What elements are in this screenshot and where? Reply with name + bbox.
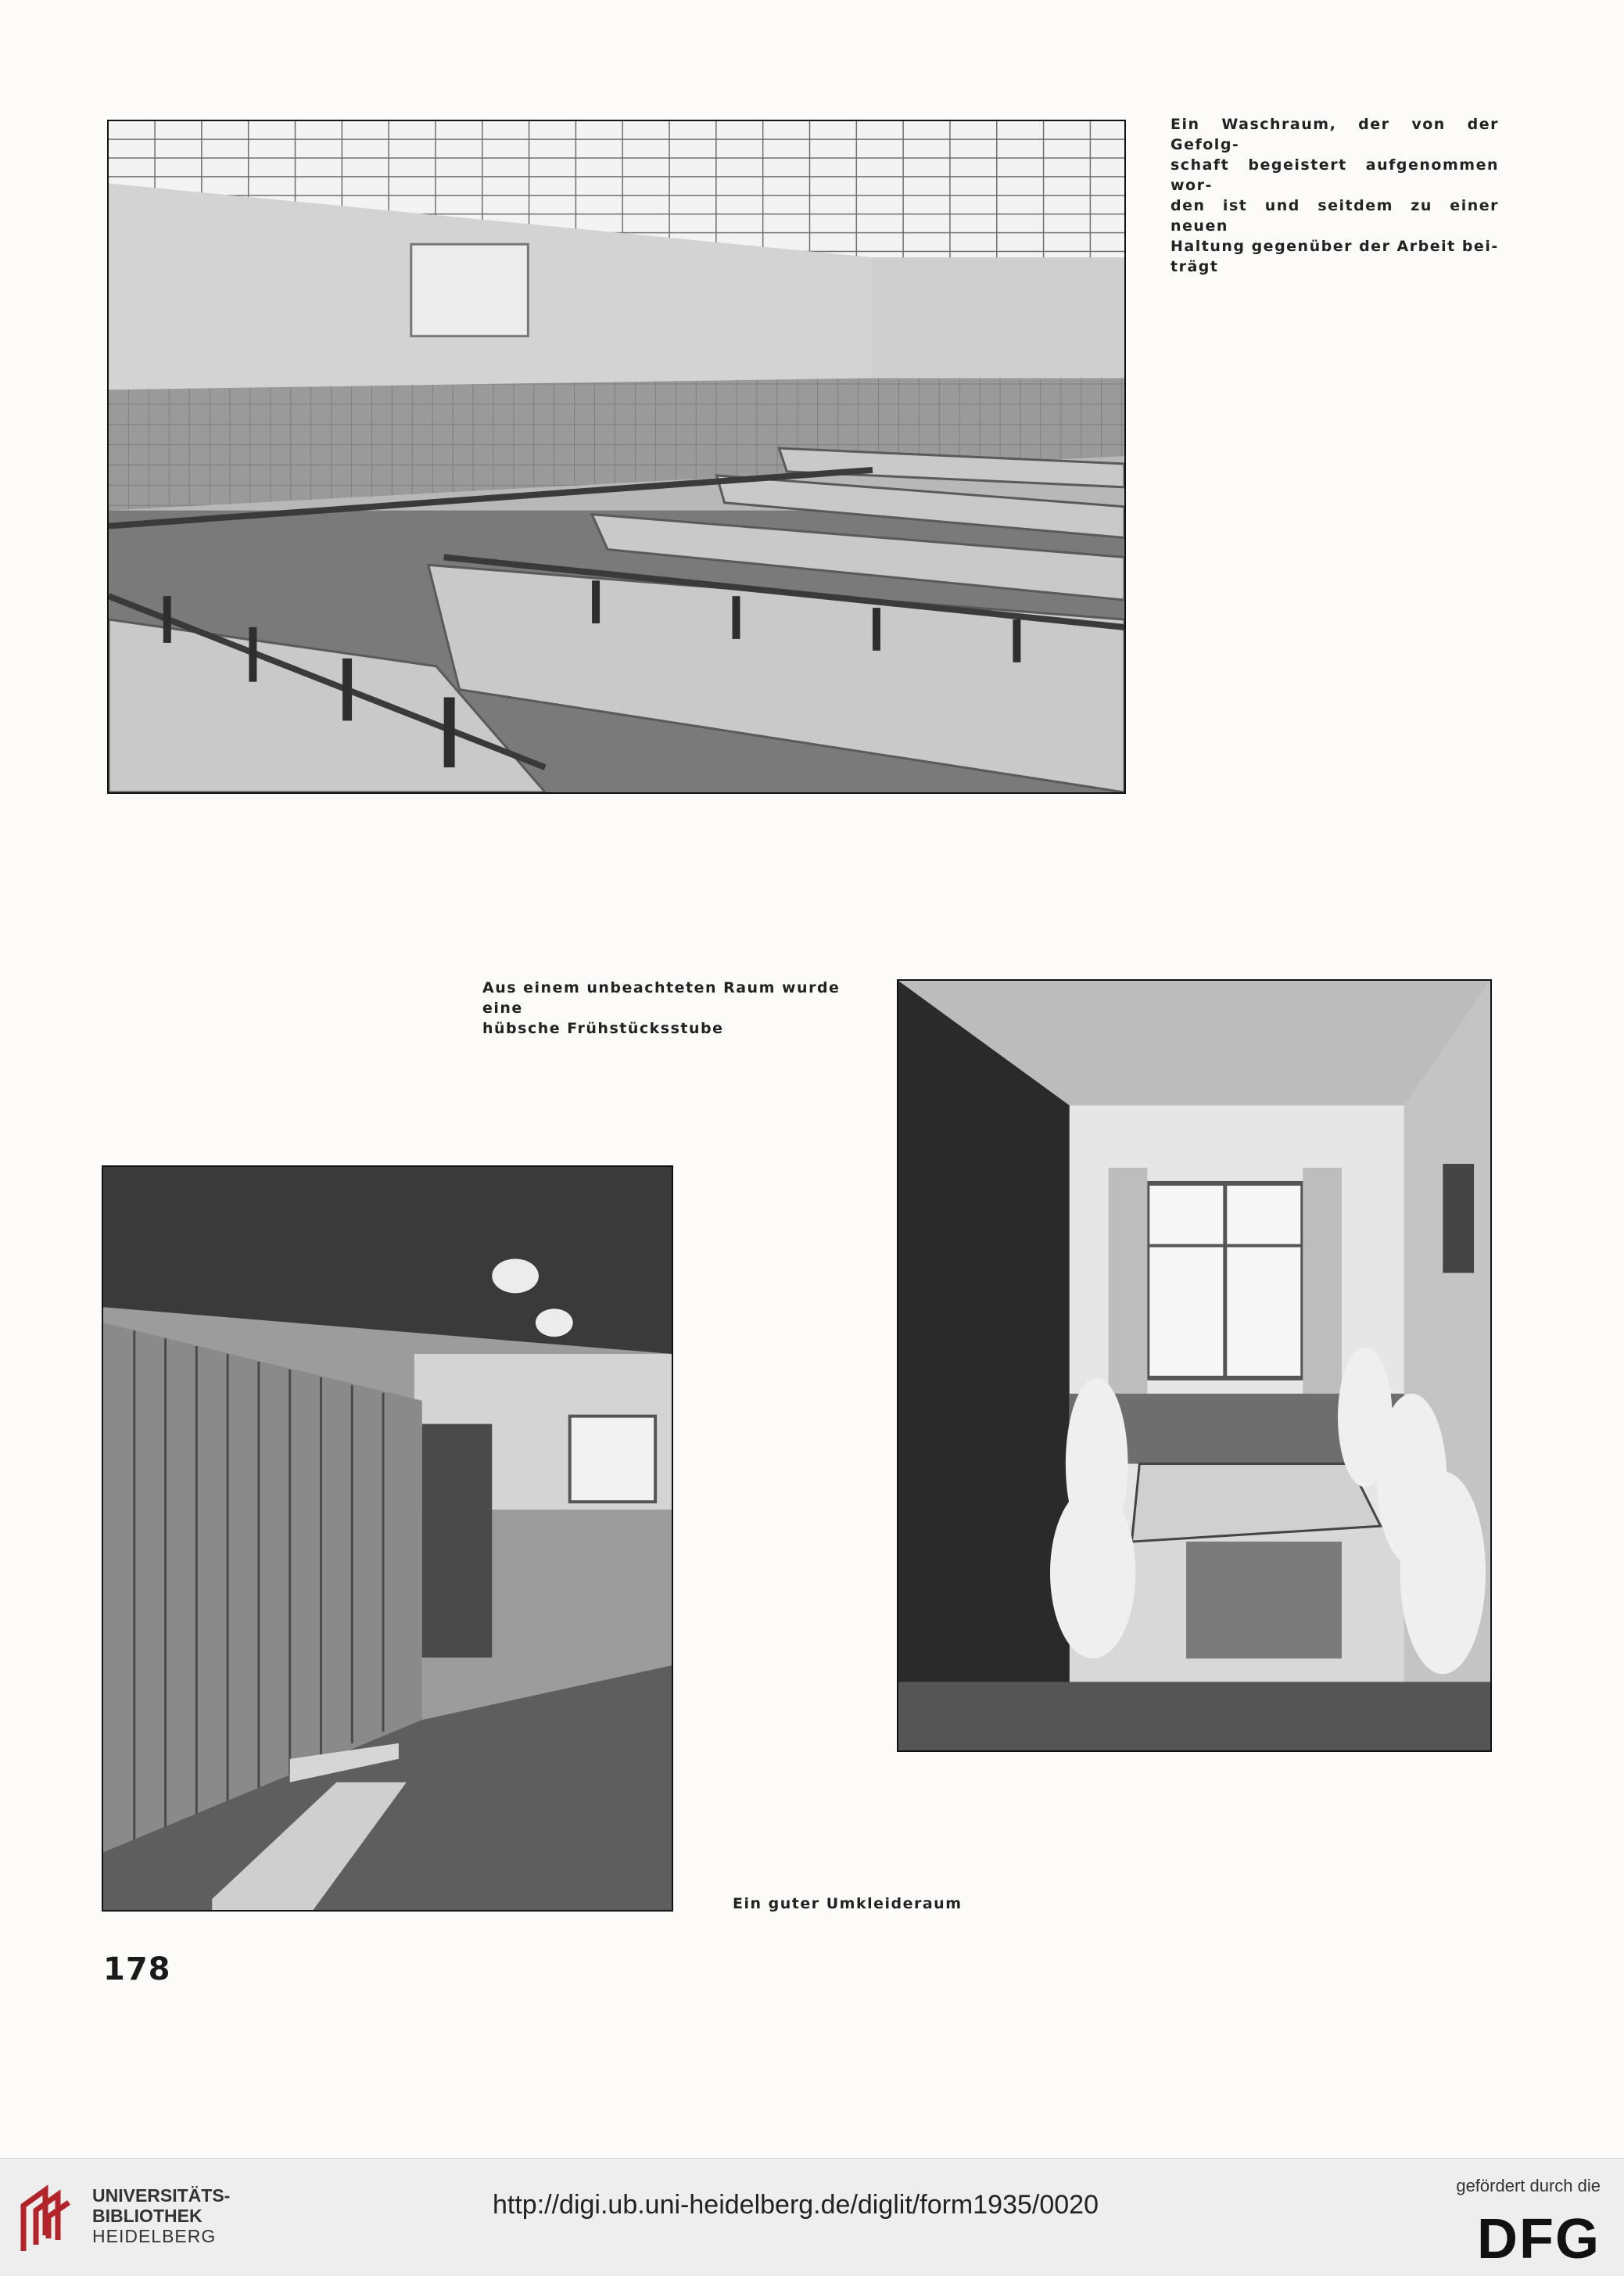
library-name bbox=[92, 2185, 230, 2246]
footer-bar bbox=[0, 2158, 1624, 2276]
page-number: 178 bbox=[103, 1951, 171, 1987]
library-name-line: UNIVERSITÄTS- bbox=[92, 2185, 231, 2206]
caption-line: schaft begeistert aufgenommen wor- bbox=[1170, 156, 1499, 194]
changing-room-caption: Ein guter Umkleideraum bbox=[733, 1895, 963, 1912]
washroom-caption bbox=[1170, 114, 1499, 277]
library-name-line: HEIDELBERG bbox=[92, 2226, 217, 2246]
university-library-logo-icon bbox=[17, 2182, 75, 2254]
caption-line: hübsche Frühstücksstube bbox=[482, 1020, 724, 1037]
caption-line: Aus einem unbeachteten Raum wurde eine bbox=[482, 979, 841, 1017]
breakfast-room-photo bbox=[897, 979, 1492, 1752]
caption-line: trägt bbox=[1170, 258, 1219, 275]
library-name-line: BIBLIOTHEK bbox=[92, 2206, 203, 2226]
caption-line: den ist und seitdem zu einer neuen bbox=[1170, 197, 1499, 235]
caption-line: Ein Waschraum, der von der Gefolg- bbox=[1170, 116, 1499, 153]
funded-by-label: gefördert durch die bbox=[1456, 2176, 1601, 2195]
source-url-link[interactable]: http://digi.ub.uni-heidelberg.de/diglit/form1935/0020 bbox=[493, 2190, 1099, 2220]
dfg-logo: DFG bbox=[1477, 2208, 1601, 2271]
changing-room-photo bbox=[102, 1165, 673, 1912]
breakfast-room-caption bbox=[482, 978, 858, 1039]
caption-line: Haltung gegenüber der Arbeit bei- bbox=[1170, 238, 1499, 255]
washroom-photo bbox=[107, 120, 1126, 794]
